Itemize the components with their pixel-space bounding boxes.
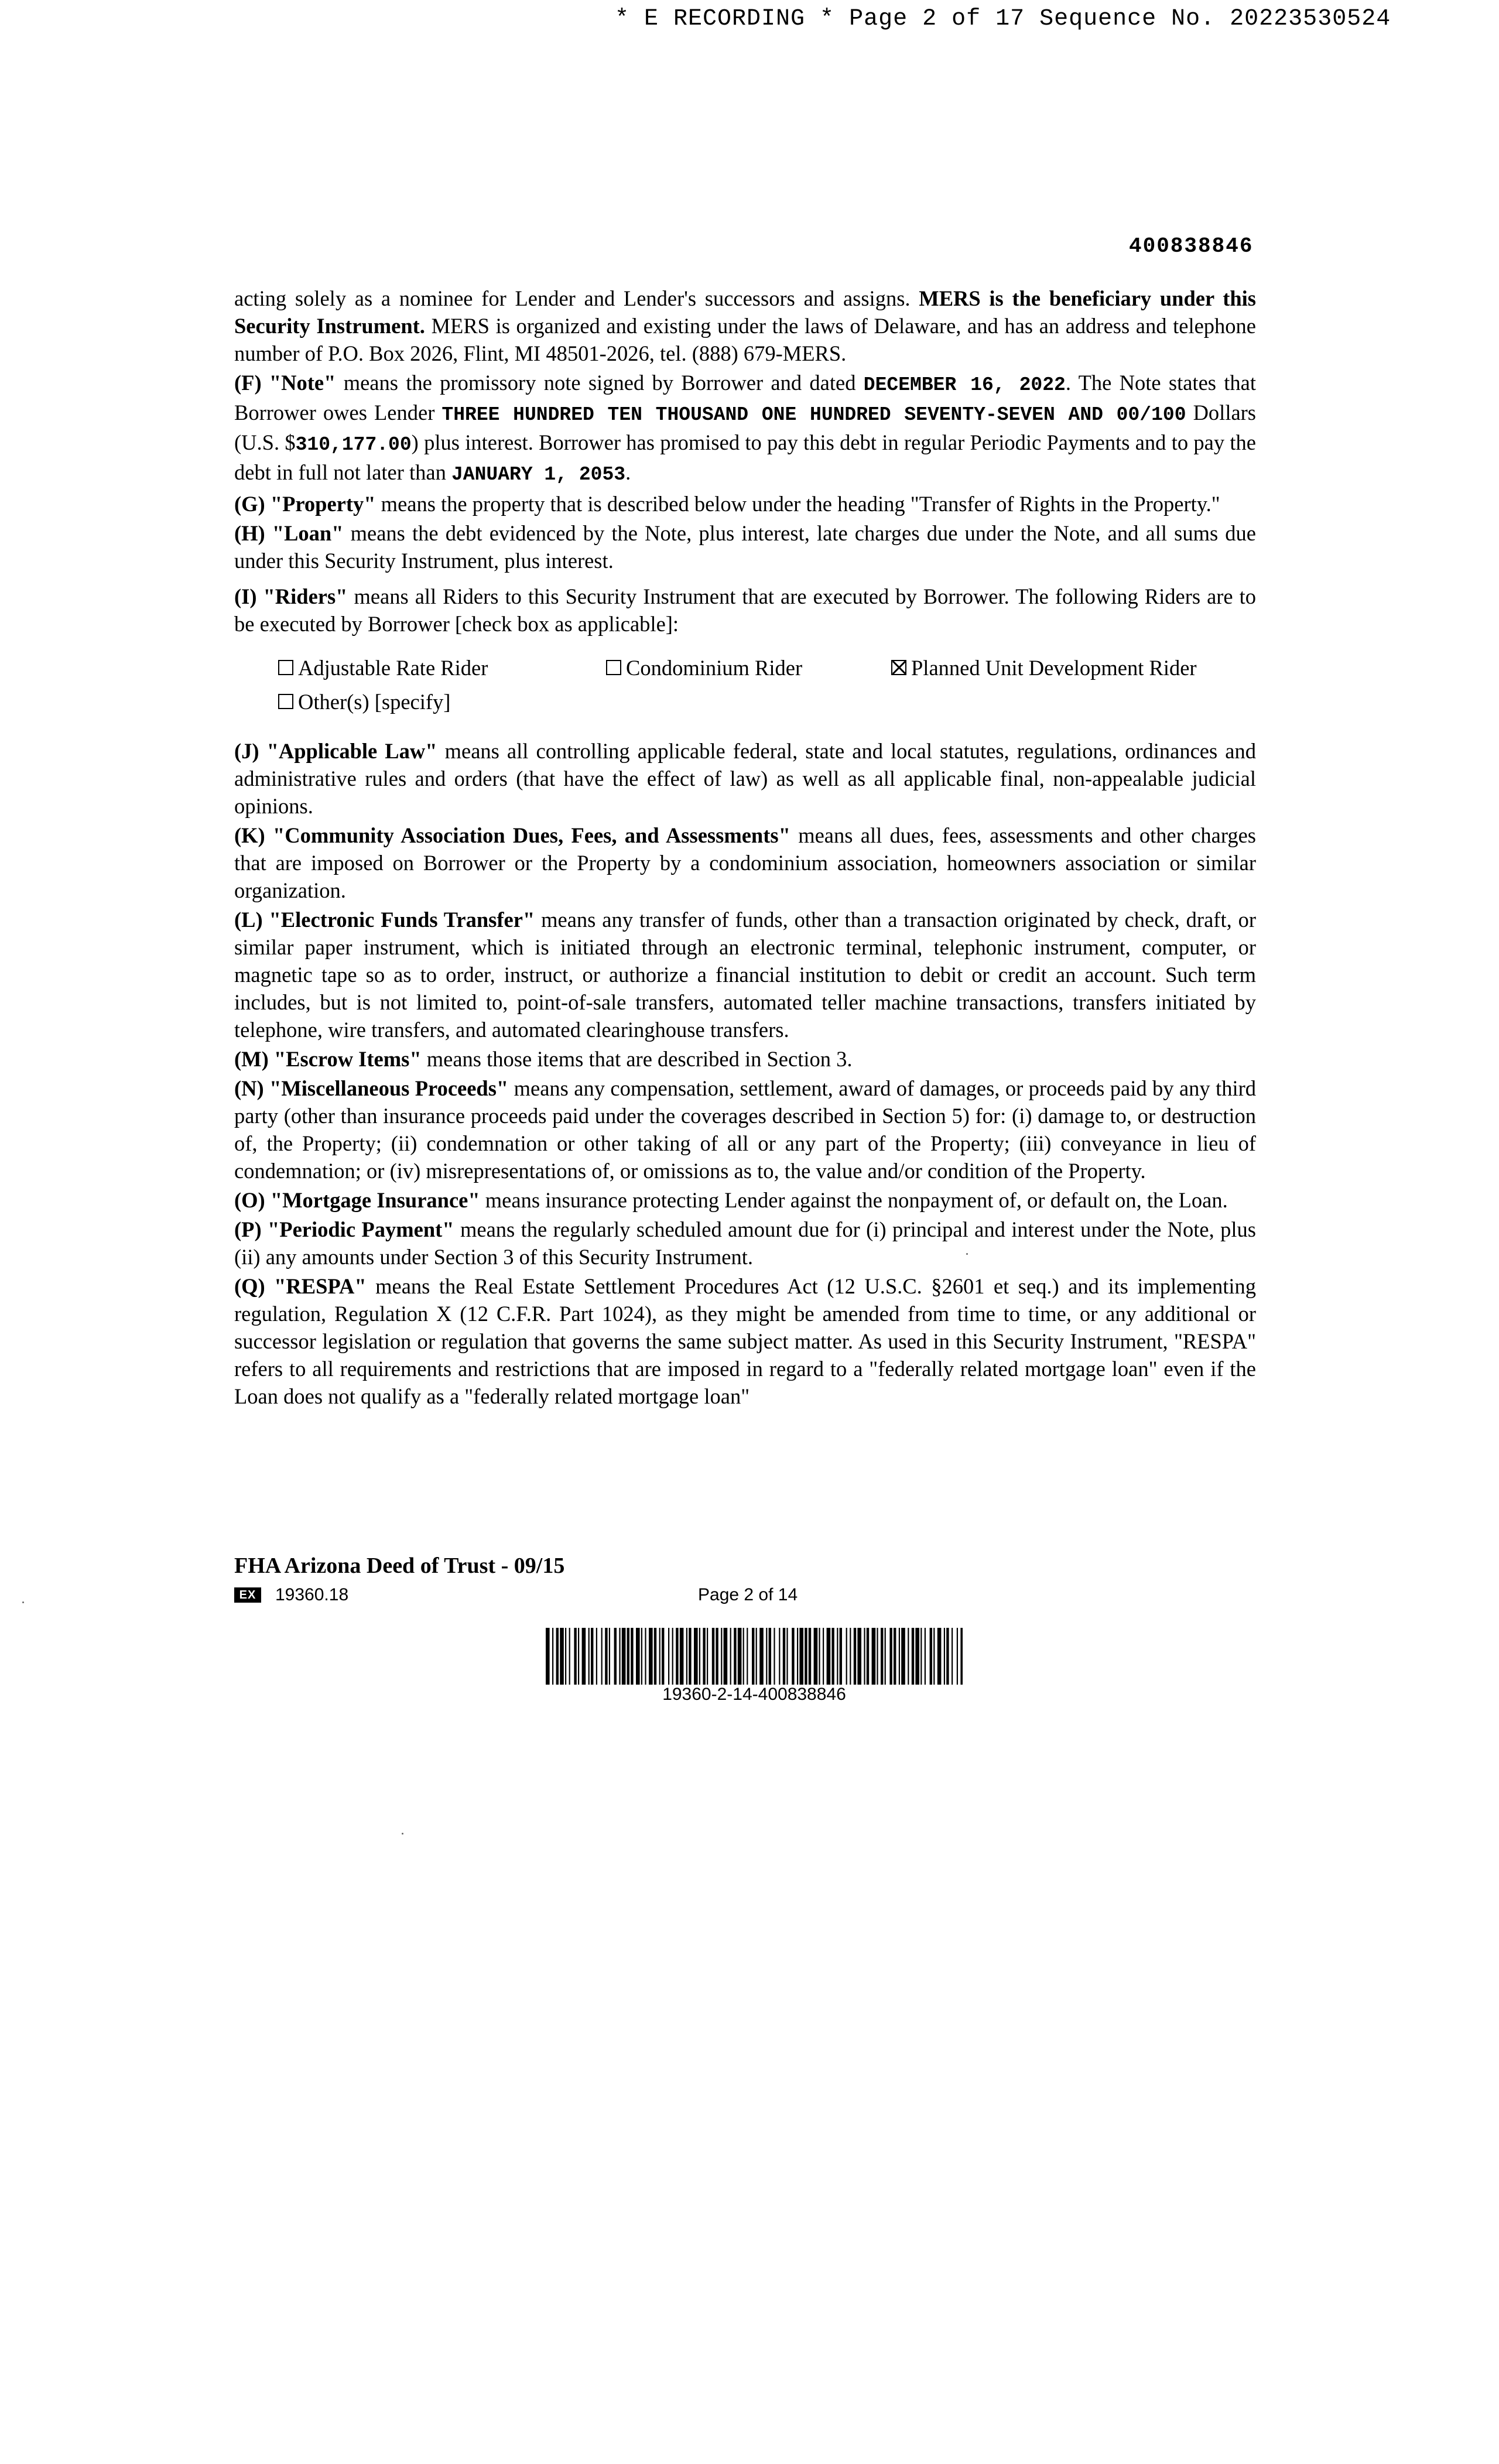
barcode-bar — [944, 1628, 945, 1685]
barcode-bar — [960, 1628, 963, 1685]
barcode-bar — [946, 1628, 949, 1685]
barcode-bar — [560, 1628, 564, 1685]
paragraph-note: (F) "Note" means the promissory note signed by Borrower and dated DECEMBER 16, 2022. The Note states that Borrower owes Lender THREE HUNDRED TEN THOUSAND ONE HUNDRED SEVENTY-SEVEN AND 00/100 Dollars (U.S. $310,177.00) plus interest. Borrower has promised to pay this debt in regular Periodic Payments and to pay the debt in full not later than JANUARY 1, 2053. — [234, 371, 1257, 485]
barcode-bar — [809, 1628, 811, 1685]
barcode-bar — [857, 1628, 861, 1685]
barcode-bar — [641, 1628, 642, 1685]
barcode-bar — [622, 1628, 626, 1685]
barcode-bar — [672, 1628, 673, 1685]
term-label: (L) "Electronic Funds Transfer" — [234, 908, 535, 932]
barcode-bar — [636, 1628, 640, 1685]
barcode-bar — [867, 1628, 869, 1685]
barcode-bar — [703, 1628, 705, 1685]
barcode-bar — [591, 1628, 593, 1685]
barcode-bar — [619, 1628, 620, 1685]
barcode-bar — [614, 1628, 617, 1685]
barcode-bar — [676, 1628, 678, 1685]
barcode-bar — [556, 1628, 559, 1685]
document-body — [234, 285, 1256, 1412]
barcode-bar — [588, 1628, 590, 1685]
barcode-bar — [827, 1628, 831, 1685]
barcode-bar — [805, 1628, 807, 1685]
barcode-bar — [792, 1628, 794, 1685]
barcode-bar — [680, 1628, 684, 1685]
scan-speck — [966, 1253, 968, 1255]
barcode-bar — [766, 1628, 767, 1685]
barcode-bar — [912, 1628, 914, 1685]
barcode-bar — [837, 1628, 838, 1685]
barcode-bar — [779, 1628, 780, 1685]
barcode-bar — [854, 1628, 856, 1685]
term-label: (Q) "RESPA" — [234, 1274, 367, 1298]
barcode-bar — [850, 1628, 851, 1685]
barcode-bar — [582, 1628, 586, 1685]
barcode-bar — [707, 1628, 708, 1685]
term-label: (G) "Property" — [234, 492, 376, 516]
checkbox-other[interactable] — [278, 694, 293, 709]
barcode-bar — [730, 1628, 731, 1685]
barcode-bar — [569, 1628, 570, 1685]
barcode-image — [546, 1628, 963, 1685]
barcode-bar — [786, 1628, 788, 1685]
barcode-bar — [774, 1628, 775, 1685]
barcode-bar — [756, 1628, 757, 1685]
barcode-bar — [901, 1628, 905, 1685]
riders-checklist — [278, 651, 1256, 718]
barcode-bar — [889, 1628, 892, 1685]
term-label: (K) "Community Association Dues, Fees, and Assessments" — [234, 823, 790, 847]
form-title: FHA Arizona Deed of Trust - 09/15 — [234, 1553, 565, 1578]
barcode-bar — [840, 1628, 842, 1685]
term-label: (J) "Applicable Law" — [234, 739, 437, 763]
barcode-bar — [659, 1628, 660, 1685]
rider-adjustable-rate[interactable]: Adjustable Rate Rider — [278, 654, 606, 682]
note-date: DECEMBER 16, 2022 — [863, 374, 1066, 396]
paragraph-miscellaneous-proceeds: (N) "Miscellaneous Proceeds" means any compensation, settlement, award of damages, or proceeds paid by any third party (other than insurance proceeds paid under the coverages described in Section 5) for: (i) damage to, or destruction of, the Property; (ii) condemnation or other taking of all or any part of the Property; (iii) conveyance in lieu of condemnation; or (iv) misrepresentations of, or omissions as to, the value and/or condition of the Property. — [234, 1076, 1257, 1183]
barcode-bar — [933, 1628, 935, 1685]
barcode-bar — [645, 1628, 646, 1685]
barcode-bar — [605, 1628, 607, 1685]
barcode-bar — [601, 1628, 603, 1685]
paragraph-riders: (I) "Riders" means all Riders to this Security Instrument that are executed by Borrower. The following Riders are to be executed by Borrower [check box as applicable]: — [234, 584, 1257, 636]
barcode-bar — [885, 1628, 886, 1685]
barcode-bar — [752, 1628, 754, 1685]
barcode-bar — [819, 1628, 820, 1685]
recording-header: * E RECORDING * Page 2 of 17 Sequence No. 20223530524 — [615, 6, 1391, 32]
barcode-bar — [877, 1628, 878, 1685]
barcode-bar — [734, 1628, 736, 1685]
barcode-bar — [694, 1628, 698, 1685]
barcode-bar — [846, 1628, 847, 1685]
barcode-bar — [631, 1628, 633, 1685]
barcode-bar — [814, 1628, 818, 1685]
barcode-bar — [937, 1628, 942, 1685]
rider-planned-unit-development[interactable]: Planned Unit Development Rider — [891, 654, 1197, 682]
barcode-bar — [654, 1628, 656, 1685]
paragraph-community-association: (K) "Community Association Dues, Fees, and Assessments" means all dues, fees, assessments and other charges that are imposed on Borrower or the Property by a condominium association, homeowners association or similar organization. — [234, 823, 1256, 902]
scan-speck — [22, 1601, 24, 1603]
barcode-bar — [716, 1628, 718, 1685]
barcode-bar — [578, 1628, 579, 1685]
paragraph-property: (G) "Property" means the property that is described below under the heading "Transfer of Rights in the Property." — [234, 492, 1220, 516]
barcode-bar — [668, 1628, 669, 1685]
barcode-bar — [799, 1628, 803, 1685]
barcode-bar — [823, 1628, 824, 1685]
barcode-bar — [899, 1628, 900, 1685]
barcode-bar — [662, 1628, 664, 1685]
barcode-number: 19360-2-14-400838846 — [662, 1685, 846, 1704]
term-label: (N) "Miscellaneous Proceeds" — [234, 1076, 509, 1100]
checkbox-condominium[interactable] — [606, 660, 621, 675]
term-label: (H) "Loan" — [234, 521, 344, 545]
barcode-bar — [738, 1628, 742, 1685]
barcode-bar — [686, 1628, 687, 1685]
barcode-bar — [649, 1628, 653, 1685]
barcode-bar — [565, 1628, 566, 1685]
maturity-date: JANUARY 1, 2053 — [451, 464, 626, 485]
barcode-bar — [627, 1628, 629, 1685]
barcode-bar — [552, 1628, 553, 1685]
barcode-bar — [743, 1628, 744, 1685]
term-label: (M) "Escrow Items" — [234, 1047, 422, 1071]
barcode-bar — [894, 1628, 896, 1685]
barcode-bar — [596, 1628, 597, 1685]
paragraph-loan: (H) "Loan" means the debt evidenced by the Note, plus interest, late charges due under the Note, and all sums due under this Security Instrument, plus interest. — [234, 521, 1256, 573]
barcode-bar — [769, 1628, 771, 1685]
loan-amount: 310,177.00 — [295, 434, 412, 456]
barcode-bar — [881, 1628, 883, 1685]
paragraph-escrow-items: (M) "Escrow Items" means those items that are described in Section 3. — [234, 1047, 853, 1071]
barcode-bar — [699, 1628, 700, 1685]
barcode-bar — [908, 1628, 909, 1685]
term-label: (P) "Periodic Payment" — [234, 1217, 454, 1241]
paragraph-electronic-funds: (L) "Electronic Funds Transfer" means any transfer of funds, other than a transaction originated by check, draft, or similar paper instrument, which is initiated through an electronic terminal, telephonic instrument, computer, or magnetic tape so as to order, instruct, or authorize a financial institution to debit or credit an account. Such term includes, but is not limited to, point-of-sale transfers, automated teller machine transactions, transfers initiated by telephone, wire transfers, and automated clearinghouse transfers. — [234, 908, 1257, 1042]
rider-condominium[interactable]: Condominium Rider — [606, 654, 891, 682]
term-label: (F) "Note" — [234, 371, 336, 395]
paragraph-respa: (Q) "RESPA" means the Real Estate Settlement Procedures Act (12 U.S.C. §2601 et seq.) and its implementing regulation, Regulation X (12 C.F.R. Part 1024), as they might be amended from time to time, or any additional or successor legislation or regulation that governs the same subject matter. As used in this Security Instrument, "RESPA" refers to all requirements and restrictions that are imposed in regard to a "federally related mortgage loan" even if the Loan does not qualify as a "federally related mortgage loan" — [234, 1274, 1257, 1408]
term-label: (I) "Riders" — [234, 584, 348, 608]
paragraph-applicable-law: (J) "Applicable Law" means all controlling applicable federal, state and local statutes, regulations, ordinances and administrative rules and orders (that have the effect of law) as well as all applicable final, non-appealable judicial opinions. — [234, 739, 1256, 818]
paragraph-mers: acting solely as a nominee for Lender and Lender's successors and assigns. MERS is the beneficiary under this Security Instrument. MERS is organized and existing under the laws of Delaware, and has an address and telephone number of P.O. Box 2026, Flint, MI 48501-2026, tel. (888) 679-MERS. — [234, 286, 1257, 365]
term-label: (O) "Mortgage Insurance" — [234, 1188, 480, 1212]
loan-amount-words: THREE HUNDRED TEN THOUSAND ONE HUNDRED SEVENTY-SEVEN AND 00/100 — [442, 404, 1186, 426]
form-code: EX 19360.18 — [234, 1585, 348, 1605]
barcode-bar — [747, 1628, 748, 1685]
barcode-bar — [546, 1628, 550, 1685]
barcode-bar — [831, 1628, 834, 1685]
barcode-bar — [609, 1628, 610, 1685]
barcode-bar — [783, 1628, 785, 1685]
barcode-bar — [797, 1628, 798, 1685]
barcode-bar — [930, 1628, 932, 1685]
page-number: Page 2 of 14 — [698, 1585, 798, 1604]
barcode-bar — [712, 1628, 714, 1685]
scan-speck — [402, 1833, 403, 1835]
barcode-bar — [721, 1628, 722, 1685]
rider-other[interactable]: Other(s) [specify] — [278, 688, 450, 716]
form-logo: EX — [234, 1587, 261, 1603]
barcode-bar — [920, 1628, 922, 1685]
document-number: 400838846 — [1129, 234, 1254, 258]
barcode-bar — [724, 1628, 728, 1685]
checkbox-planned-unit-development[interactable] — [891, 660, 906, 675]
barcode-bar — [925, 1628, 926, 1685]
barcode-bar — [957, 1628, 958, 1685]
barcode-bar — [872, 1628, 876, 1685]
checkbox-adjustable-rate[interactable] — [278, 660, 293, 675]
barcode-bar — [574, 1628, 576, 1685]
paragraph-mortgage-insurance: (O) "Mortgage Insurance" means insurance protecting Lender against the nonpayment of, or default on, the Loan. — [234, 1188, 1228, 1212]
paragraph-periodic-payment: (P) "Periodic Payment" means the regularly scheduled amount due for (i) principal and interest under the Note, plus (ii) any amounts under Section 3 of this Security Instrument. — [234, 1217, 1257, 1269]
barcode-bar — [864, 1628, 865, 1685]
barcode-bar — [952, 1628, 953, 1685]
barcode-bar — [759, 1628, 764, 1685]
barcode-bar — [915, 1628, 919, 1685]
barcode-bar — [689, 1628, 691, 1685]
